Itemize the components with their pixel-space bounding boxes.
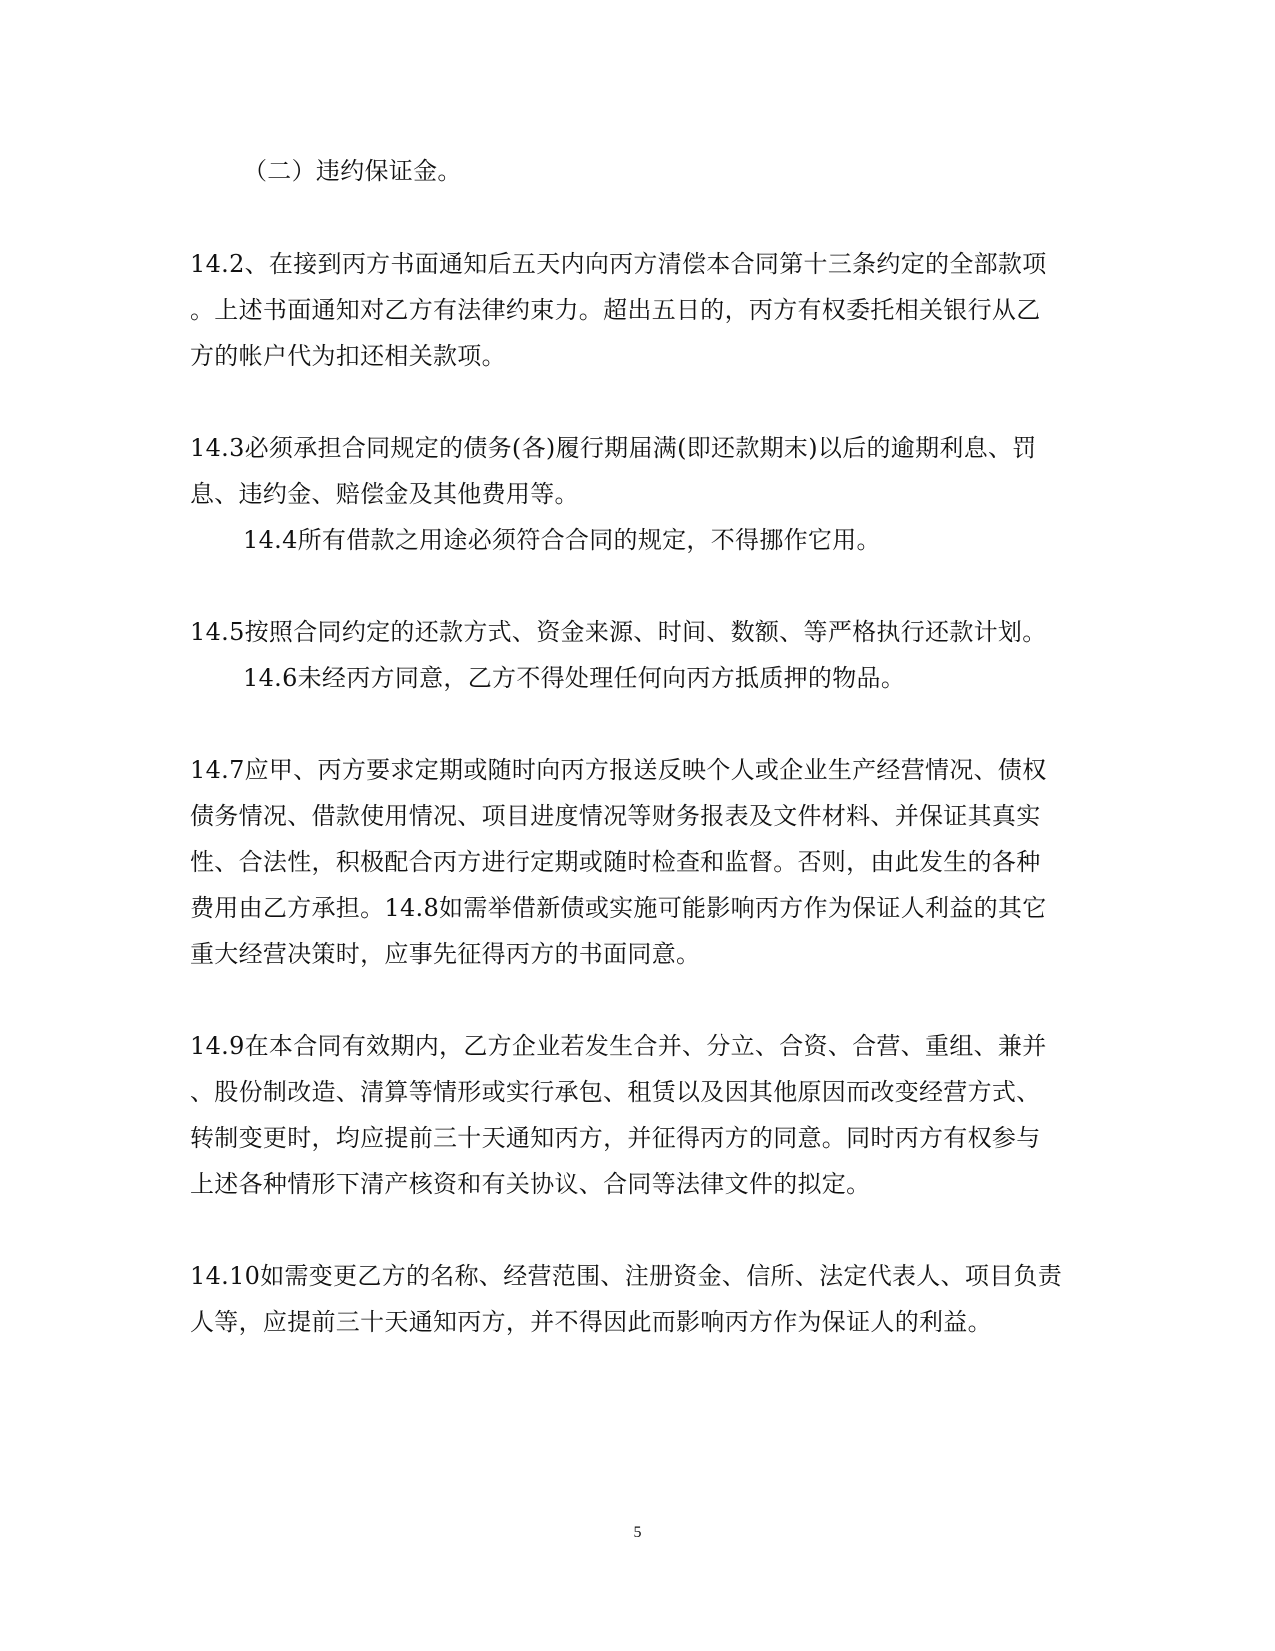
text-line: 转制变更时，均应提前三十天通知丙方，并征得丙方的同意。同时丙方有权参与 [190, 1124, 1041, 1152]
text-line: 重大经营决策时，应事先征得丙方的书面同意。 [190, 940, 701, 968]
text-line: 性、合法性，积极配合丙方进行定期或随时检查和监督。否则，由此发生的各种 [190, 848, 1041, 876]
text-line: 14.9在本合同有效期内，乙方企业若发生合并、分立、合资、合营、重组、兼并 [190, 1032, 1047, 1060]
text-line: 14.7应甲、丙方要求定期或随时向丙方报送反映个人或企业生产经营情况、债权 [190, 756, 1047, 784]
text-line: 14.4所有借款之用途必须符合合同的规定，不得挪作它用。 [243, 526, 881, 554]
text-line: 14.2、在接到丙方书面通知后五天内向丙方清偿本合同第十三条约定的全部款项 [190, 250, 1047, 278]
text-line: 14.10如需变更乙方的名称、经营范围、注册资金、信所、法定代表人、项目负责 [190, 1262, 1063, 1290]
text-line: 14.6未经丙方同意，乙方不得处理任何向丙方抵质押的物品。 [243, 664, 906, 692]
text-line: 费用由乙方承担。14.8如需举借新债或实施可能影响丙方作为保证人利益的其它 [190, 894, 1047, 922]
page-number: 5 [633, 1524, 642, 1541]
text-line: 。上述书面通知对乙方有法律约束力。超出五日的，丙方有权委托相关银行从乙 [190, 296, 1041, 324]
text-line: 息、违约金、赔偿金及其他费用等。 [190, 480, 579, 508]
text-line: 14.5按照合同约定的还款方式、资金来源、时间、数额、等严格执行还款计划。 [190, 618, 1047, 646]
text-line: 上述各种情形下清产核资和有关协议、合同等法律文件的拟定。 [190, 1170, 871, 1198]
text-line: 人等，应提前三十天通知丙方，并不得因此而影响丙方作为保证人的利益。 [190, 1308, 992, 1336]
text-line: 方的帐户代为扣还相关款项。 [190, 342, 506, 370]
text-line: 、股份制改造、清算等情形或实行承包、租赁以及因其他原因而改变经营方式、 [190, 1078, 1041, 1106]
text-line: （二）违约保证金。 [243, 157, 462, 185]
text-line: 14.3必须承担合同规定的债务(各)履行期届满(即还款期末)以后的逾期利息、罚 [190, 434, 1037, 462]
text-line: 债务情况、借款使用情况、项目进度情况等财务报表及文件材料、并保证其真实 [190, 802, 1041, 830]
